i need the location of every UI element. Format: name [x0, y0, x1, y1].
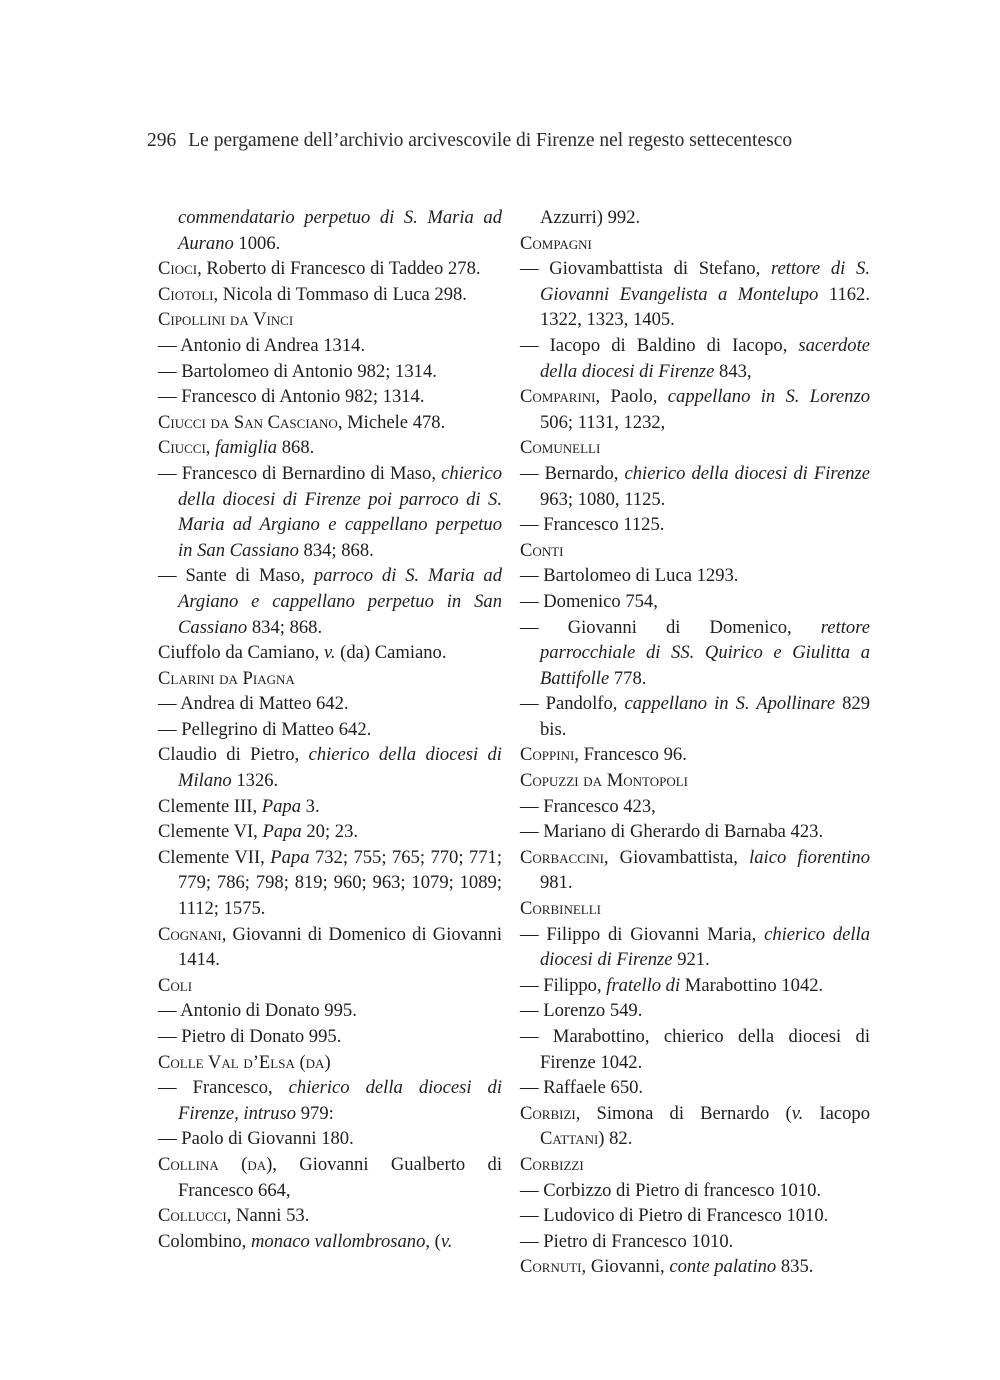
- index-entry: — Domenico 754,: [520, 590, 658, 612]
- index-entry: Comparini, Paolo, cappellano in S. Lorenzo 506; 1131, 1232,: [520, 386, 870, 433]
- index-entry: — Francesco, chierico della diocesi di Firenze, intruso 979:: [158, 1077, 502, 1124]
- index-entry: — Bartolomeo di Antonio 982; 1314.: [158, 360, 437, 382]
- index-entry: Ciuffolo da Camiano, v. (da) Camiano.: [158, 642, 447, 664]
- index-entry: Collina (da), Giovanni Gualberto di Francesco 664,: [158, 1153, 502, 1201]
- index-entry: Colombino, monaco vallombrosano, (v.: [158, 1230, 453, 1252]
- index-entry: — Antonio di Andrea 1314.: [158, 334, 366, 356]
- index-entry: — Andrea di Matteo 642.: [158, 693, 349, 715]
- index-heading: Clarini da Piagna: [158, 667, 295, 689]
- index-entry: — Francesco di Bernardino di Maso, chierico della diocesi di Firenze poi parroco di S. Maria ad Argiano e cappellano perpetuo in San Cassiano 834; 868.: [158, 462, 502, 561]
- index-entry: — Raffaele 650.: [520, 1077, 644, 1099]
- index-entry: — Pellegrino di Matteo 642.: [158, 718, 372, 740]
- index-entry: Clemente VII, Papa 732; 755; 765; 770; 771; 779; 786; 798; 819; 960; 963; 1079; 1089; 1112; 1575.: [158, 846, 502, 920]
- index-entry: — Lorenzo 549.: [520, 1000, 643, 1022]
- index-entry: Ciucci da San Casciano, Michele 478.: [158, 411, 446, 433]
- index-heading: Corbizzi: [520, 1153, 584, 1175]
- index-entry: — Giovanni di Domenico, rettore parrocchiale di SS. Quirico e Giulitta a Battifolle 778.: [520, 616, 870, 689]
- index-entry: — Bartolomeo di Luca 1293.: [520, 565, 739, 587]
- index-entry: Azzurri) 992.: [540, 207, 641, 228]
- index-entry: — Bernardo, chierico della diocesi di Firenze 963; 1080, 1125.: [520, 462, 870, 510]
- index-entry: Clemente VI, Papa 20; 23.: [158, 821, 359, 843]
- index-entry: Cognani, Giovanni di Domenico di Giovanni 1414.: [158, 923, 502, 971]
- page-number: 296: [147, 130, 177, 151]
- index-entry: — Francesco di Antonio 982; 1314.: [158, 386, 425, 408]
- index-entry: Ciotoli, Nicola di Tommaso di Luca 298.: [158, 283, 467, 305]
- index-entry: — Ludovico di Pietro di Francesco 1010.: [520, 1205, 829, 1227]
- index-entry: — Pietro di Donato 995.: [158, 1026, 342, 1047]
- index-entry: — Pandolfo, cappellano in S. Apollinare 829 bis.: [520, 693, 870, 740]
- index-entry: Corbizi, Simona di Bernardo (v. Iacopo Cattani) 82.: [520, 1102, 870, 1150]
- index-entry: — Mariano di Gherardo di Barnaba 423.: [520, 821, 824, 843]
- index-entry: Corbaccini, Giovambattista, laico fiorentino 981.: [520, 846, 871, 894]
- index-heading: Coli: [158, 974, 193, 996]
- index-entry: — Sante di Maso, parroco di S. Maria ad Argiano e cappellano perpetuo in San Cassiano 834; 868.: [158, 565, 502, 638]
- index-entry: — Marabottino, chierico della diocesi di Firenze 1042.: [520, 1026, 870, 1073]
- index-entry: Cioci, Roberto di Francesco di Taddeo 278.: [158, 258, 481, 280]
- index-column-right: [520, 205, 870, 1280]
- index-column-left: [158, 205, 502, 1254]
- index-heading: Cipollini da Vinci: [158, 309, 294, 331]
- index-entry: — Iacopo di Baldino di Iacopo, sacerdote della diocesi di Firenze 843,: [520, 334, 870, 382]
- index-entry: Ciucci, famiglia 868.: [158, 437, 315, 459]
- index-heading: Corbinelli: [520, 898, 602, 920]
- index-heading: Copuzzi da Montopoli: [520, 770, 688, 792]
- index-entry: — Pietro di Francesco 1010.: [520, 1230, 734, 1252]
- index-entry: — Filippo di Giovanni Maria, chierico della diocesi di Firenze 921.: [520, 923, 871, 971]
- index-entry: Cornuti, Giovanni, conte palatino 835.: [520, 1256, 814, 1278]
- index-entry: — Francesco 423,: [520, 795, 656, 817]
- index-entry: — Corbizzo di Pietro di francesco 1010.: [520, 1179, 822, 1201]
- index-heading: Conti: [520, 539, 564, 561]
- index-entry: Coppini, Francesco 96.: [520, 744, 687, 766]
- index-entry: — Antonio di Donato 995.: [158, 1000, 357, 1022]
- index-heading: Colle Val d’Elsa (da): [158, 1051, 331, 1073]
- index-heading: Comunelli: [520, 437, 601, 459]
- index-entry: Claudio di Pietro, chierico della diocesi di Milano 1326.: [158, 744, 502, 792]
- index-entry: — Giovambattista di Stefano, rettore di S. Giovanni Evangelista a Montelupo 1162. 1322, 1323, 1405.: [520, 258, 871, 331]
- index-entry: — Filippo, fratello di Marabottino 1042.: [520, 974, 824, 996]
- running-title: Le pergamene dell’archivio arcivescovile di Firenze nel regesto settecentesco: [188, 130, 793, 151]
- index-entry: — Francesco 1125.: [520, 514, 665, 536]
- running-header: [147, 130, 847, 152]
- index-entry: commendatario perpetuo di S. Maria ad Aurano 1006.: [178, 207, 502, 254]
- index-entry: — Paolo di Giovanni 180.: [158, 1128, 354, 1150]
- index-entry: Collucci, Nanni 53.: [158, 1205, 310, 1227]
- index-entry: Clemente III, Papa 3.: [158, 795, 320, 817]
- index-heading: Compagni: [520, 232, 592, 254]
